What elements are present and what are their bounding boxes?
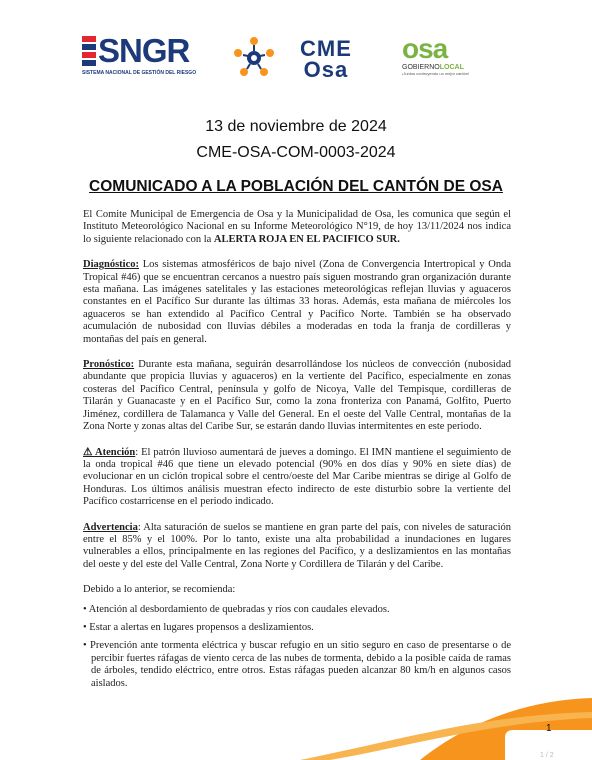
document-body [83,209,511,696]
cme-logo-line1: CME [300,36,352,61]
list-item: • Atención al desbordamiento de quebradas y ríos con caudales elevados. [83,603,390,615]
pronostico-label: Pronóstico: [83,359,135,371]
diagnostico-paragraph [83,259,511,346]
cme-logo-line2: Osa [303,57,349,82]
sngr-stripes-icon [82,36,96,66]
osa-gov-text [402,64,469,71]
sngr-logo [82,32,197,76]
osa-tagline: ¡Juntos contruyendo un mejor cantón! [402,71,470,76]
sngr-logo-subtitle: SISTEMA NACIONAL DE GESTIÓN DEL RIESGO [82,70,197,76]
osa-logo-text: osa [402,33,448,64]
pronostico-paragraph [83,359,511,433]
header-logos [0,30,592,90]
document-title: COMUNICADO A LA POBLACIÓN DEL CANTÓN DE OSA [89,178,503,195]
cme-emblem-icon [232,36,276,80]
recommendation-intro: Debido a lo anterior, se recomienda: [83,584,236,596]
atencion-label: ⚠ Atención [83,446,136,458]
diagnostico-text: Los sistemas atmosféricos de bajo nivel (Zona de Convergencia Intertropical y Onda Tropical #46) que se encuentran cercanos a nuestro país siguen mostrando gran organización durante esta mañana. Las imágenes satelitales y las estaciones meteorológicas reflejan lluvias y aguaceros constantes en el Pacífico Sur durante las últimas 33 horas. Además, esta mañana de miércoles los aguaceros se han extendido al Pacífico Central y Pacífico Norte. También se ha observado acumulación de nubosidad con lluvias débiles a moderadas en toda la franja de cordilleras y montañas del país en general. [83,259,511,345]
atencion-text: : El patrón lluvioso aumentará de jueves a domingo. El IMN mantiene el seguimiento de la onda tropical #46 que tiene un elevado potencial (90% en dos días y 90% en siete días) de evolucionar en un ciclón tropical sobre el centro/oeste del Mar Caribe mientras se dirige al Golfo de Honduras. Los últimos análisis muestran efecto indirecto de este disturbio sobre la vertiente del Pacífico costarricense en el periodo indicado. [83,446,511,508]
diagnostico-label: Diagnóstico: [83,259,139,271]
cme-logo-text [300,38,352,80]
footer-orange-swoosh [0,660,592,760]
osa-gov-a: GOBIERNO [402,64,440,71]
intro-paragraph [83,209,511,246]
list-item: • Estar a alertas en lugares propensos a deslizamientos. [83,621,314,633]
intro-alert: ALERTA ROJA EN EL PACIFICO SUR. [213,233,400,245]
sngr-logo-text: SNGR [98,32,190,69]
osa-gov-b: LOCAL [439,64,464,71]
advertencia-label: Advertencia [83,521,138,533]
advertencia-text: : Alta saturación de suelos se mantiene en gran parte del país, con niveles de saturación entre el 85% y el 100%. Por lo tanto, existe una alta probabilidad a inundaciones en lugares vulnerables a ellos, principalmente en las regiones del Pacífico, y a deslizamientos en las montañas del oeste y del este del Valle Central, Zona Norte y Cordillera de Tilarán y del Caribe. [83,521,511,570]
page-number: 1 [546,723,552,734]
document-date: 13 de noviembre de 2024 [205,118,387,135]
document-code: CME-OSA-COM-0003-2024 [196,144,396,161]
pronostico-text: Durante esta mañana, seguirán desarrollándose los núcleos de convección (nubosidad abundante que propicia lluvias y aguaceros) en la vertiente del Pacífico, especialmente en zonas costeras del Pacífico Central, península y golfo de Nicoya, Valle del Tempisque, cordilleras de Tilarán y Guanacaste y en el Pacífico Sur, como la zona fronteriza con Panamá, Golfito, Puerto Jiménez, cordillera de Talamanca y Valle del General. En el oeste del Valle Central, montañas de la Zona Norte y zonas altas del Caribe Sur, se estarán dando lluvias intermitentes en este periodo. [83,359,511,433]
atencion-paragraph [83,447,511,509]
advertencia-paragraph [83,522,511,572]
intro-text: El Comite Municipal de Emergencia de Osa y la Municipalidad de Osa, les comunica que según el Instituto Meteorológico Nacional en su Informe Meteorológico N°19, de hoy 13/11/2024 nos indica lo siguiente relacionado con la [83,209,511,245]
list-item: • Prevención ante tormenta eléctrica y buscar refugio en un sitio seguro en caso de presentarse o de percibir fuertes ráfagas de viento cerca de las nubes de tormenta, debido a la posible caída de ramas de árboles, tendido eléctrico, entre otros. Estas ráfagas pueden alcanzar 80 km/h en algunos casos aislados. [83,640,511,689]
osa-logo [402,33,470,76]
page-indicator: 1 / 2 [540,752,554,759]
